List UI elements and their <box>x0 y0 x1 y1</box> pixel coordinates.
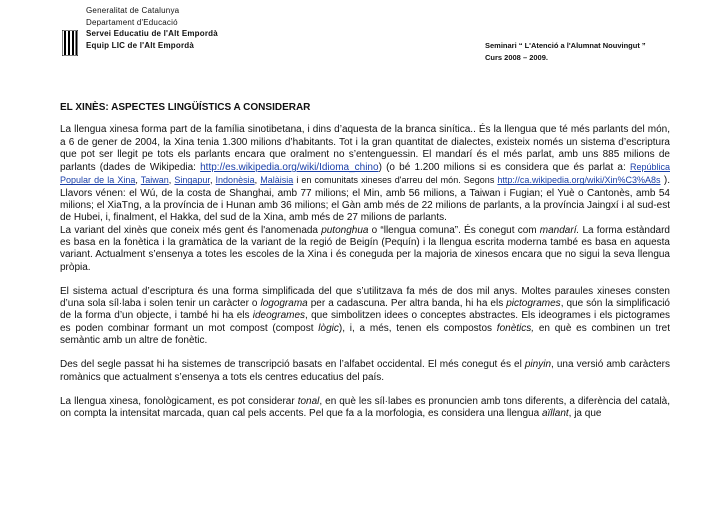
p1-text-d: i en comunitats xineses d'arreu del món. Segons <box>293 175 498 186</box>
term-mandari: mandarí. <box>539 224 580 236</box>
p1-text-b: ) (o bé 1.200 milions si es considera que és parlat a: <box>378 162 630 174</box>
paragraph-2 <box>60 225 670 274</box>
link-singapur[interactable]: Singapur <box>174 175 210 186</box>
link-taiwan[interactable]: Taiwan <box>140 175 169 186</box>
paragraph-1: La llengua xinesa forma part de la família sinotibetana, i dins d’aquesta de la branca sinítica.. És la llengua que té més parlants del món, a 6 de gener de 2004, la Xina tenia 1.300 milions d’habitants. Tot i la gran quantitat de dialectes, existeix només un sistema d’escriptura que pot ser llegit pe tots els parlants encara que oralment no s’entenguessin. El mandarí és el més parlat, amb uns 885 milions de parlants (dades de Wikipedia: http://es.wikipedia.org/wiki/Idioma_chino) (o bé 1.200 milions si es considera que és parlat a: República Popular de la Xina, Taiwan, Singapur, Indonèsia, Malàisia i en comunitats xineses d'arreu del món. Segons http://ca.wikipedia.org/wiki/Xin%C3%A8s ). Llavors vénen: el Wú, de la costa de Shanghai, amb 77 milions; el Min, amb 56 milions, a Taiwan i Fugian; el Yuè o Cantonès, amb 54 milions; el XiaTng, a la província de i Hunan amb 36 milions; el Gàn amb més de 22 milions de parlants, a la província Jaingxí i al sud-est de Hubei, i, finalment, el Hakka, del sud de la Xina, amb més de 27 milions de parlants. <box>60 124 670 224</box>
org-line-3: Servei Educatiu de l'Alt Empordà <box>86 29 218 38</box>
term-logograma: logograma <box>260 298 308 310</box>
p4-text-b: , una versió amb caràcters romànics que actualment s’ensenya a tots els centres educatius del país. <box>60 359 670 383</box>
p5-text-c: , ja que <box>568 408 602 420</box>
p3-text-f: en què es combinen un tret semàntic amb un altre de fonètic. <box>60 322 670 347</box>
term-fonetics: fonètics, <box>496 322 535 334</box>
paragraph-5 <box>60 396 670 421</box>
p5-text-b: , en què les síl·labes es pronuncien amb tons diferents, a diferència del català, on compta la intensitat marcada, quan cal pels accents. Pel que fa a la morfologia, es considera una llengua <box>60 395 670 420</box>
document-body <box>60 102 670 421</box>
p5-text-a: La llengua xinesa, fonològicament, es pot considerar <box>60 395 298 407</box>
p2-text-c: La forma estàndard es basa en la fonètica i la gramàtica de la variant de la regió de Beigín (Pequín) i la llengua escrita moderna també es basa en aquesta variant. Actualment s’ensenya a totes les escoles de la Xina i és coneguda per la majoria de xinesos encara que no sigui la seva llengua pròpia. <box>60 224 670 273</box>
p2-text-b: o “llengua comuna”. És conegut com <box>368 224 540 236</box>
term-putonghua: putonghua <box>321 224 369 236</box>
page-title: EL XINÈS: ASPECTES LINGÜÍSTICS A CONSIDERAR <box>60 102 311 113</box>
p3-text-b: per a cadascuna. Per altra banda, hi ha els <box>307 298 507 310</box>
term-pinyin: pinyin <box>524 359 552 371</box>
wikipedia-ca-link[interactable]: http://ca.wikipedia.org/wiki/Xin%C3%A8s <box>497 175 661 186</box>
term-aillant: aïllant <box>541 408 569 420</box>
link-malaisia[interactable]: Malàisia <box>260 175 294 186</box>
term-ideogrames: ideogrames <box>252 310 306 322</box>
p1-text-a: La llengua xinesa forma part de la família sinotibetana, i dins d’aquesta de la branca sinítica.. És la llengua que té més parlants del món, a 6 de gener de 2004, la Xina tenia 1.300 milions d’habitants. Tot i la gran quantitat de dialectes, existeix només un sistema d’escriptura que pot ser llegit pe tots els parlants encara que oralment no s’entenguessin. El mandarí és el més parlat, amb uns 885 milions de parlants (dades de Wikipedia: <box>60 124 670 174</box>
wikipedia-es-link[interactable]: http://es.wikipedia.org/wiki/Idioma_chino <box>200 162 379 174</box>
term-logic: lògic <box>318 322 339 334</box>
paragraph-3 <box>60 286 670 347</box>
term-tonal: tonal <box>297 395 320 407</box>
p3-text-d: , que simbolitzen idees o conceptes abstractes. Els ideogrames i els pictogrames es poden combinar formant un mot compost (compost <box>60 310 671 334</box>
p3-text-c: , que són la simplificació de la forma d’un objecte, i també hi ha els <box>60 298 670 322</box>
term-pictogrames: pictogrames <box>506 298 561 310</box>
link-prc[interactable]: República Popular de la Xina <box>60 162 670 186</box>
p2-text-a: La variant del xinès que coneix més gent és l'anomenada <box>60 224 322 236</box>
p4-text-a: Des del segle passat hi ha sistemes de transcripció basats en l’alfabet occidental. El més conegut és el <box>60 359 525 371</box>
header-seminar <box>485 40 646 64</box>
org-line-2: Departament d'Educació <box>86 17 178 27</box>
link-indonesia[interactable]: Indonèsia <box>215 175 255 186</box>
p3-text-e: ), i, a més, tenen els compostos <box>338 322 497 334</box>
paragraph-4 <box>60 359 670 384</box>
org-line-1: Generalitat de Catalunya <box>86 6 180 15</box>
course-year: Curs 2008 – 2009. <box>485 53 548 62</box>
p3-text-a: El sistema actual d’escriptura és una forma simplificada del que s’utilitzava fa més de dos mil anys. Moltes paraules xineses consten d’una sola síl·laba i solen tenir un caràcter o <box>60 285 670 310</box>
org-line-4: Equip LIC de l'Alt Empordà <box>86 40 194 50</box>
seminar-title: Seminari “ L'Atenció a l'Alumnat Nouvingut ” <box>485 41 646 50</box>
generalitat-logo-icon <box>62 30 78 56</box>
p1-text-e: ). Llavors vénen: el Wú, de la costa de Shanghai, amb 77 milions; el Min, amb 56 milions, a Taiwan i Fugian; el Yuè o Cantonès, amb 54 milions; el XiaTng, a la província de i Hunan amb 36 milions; el Gàn amb més de 22 milions de parlants, a la província Jaingxí i al sud-est de Hubei, i, finalment, el Hakka, del sud de la Xina, amb més de 27 milions de parlants. <box>60 175 670 224</box>
header-organization <box>86 5 218 51</box>
